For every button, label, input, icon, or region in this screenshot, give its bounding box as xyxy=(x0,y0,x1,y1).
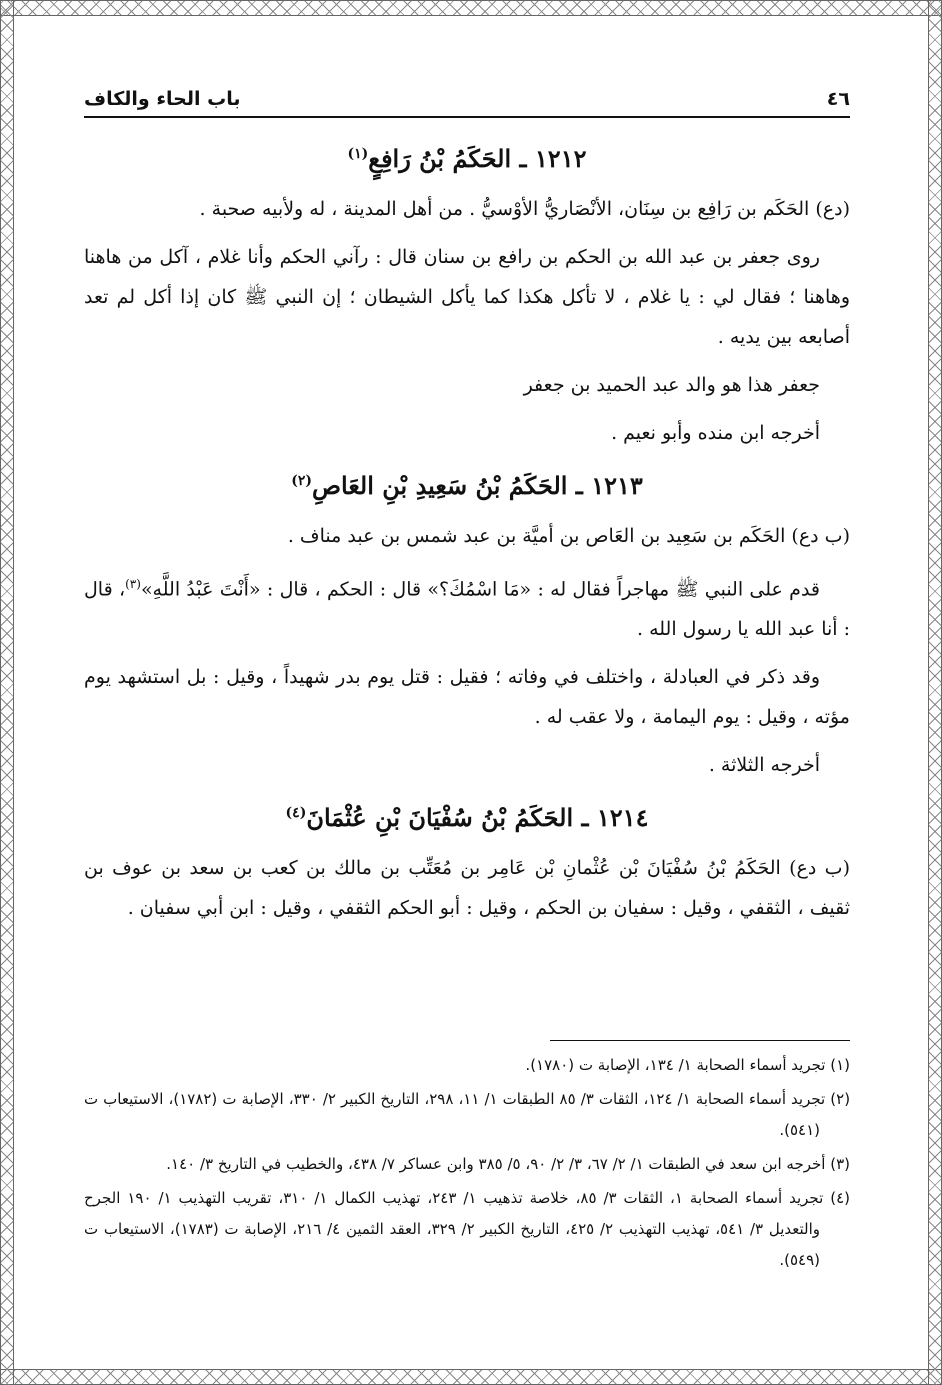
footnote-ref: (٤) xyxy=(285,805,307,822)
entry-title-1212 xyxy=(84,134,850,179)
footnotes xyxy=(84,1050,850,1279)
footnote: (٤) تجريد أسماء الصحابة ١، الثقات ٣/ ٨٥، خلاصة تذهيب ١/ ٢٤٣، تهذيب الكمال ١/ ٣١٠، تقريب التهذيب ١/ ١٩٠ الجرح والتعديل ٣/ ٥٤١، تهذيب التهذيب ٢/ ٤٢٥، التاريخ الكبير ٢/ ٣٢٩، العقد الثمين ٤/ ٢١٦، الإصابة ت (١٧٨٣)، الاستيعاب ت (٥٤٩). xyxy=(84,1189,850,1269)
decorative-border-top xyxy=(0,0,942,16)
page-number: ٤٦ xyxy=(826,88,850,110)
footnote: (٣) أخرجه ابن سعد في الطبقات ١/ ٢/ ٦٧، ٣/ ٢/ ٩٠، ٥/ ٣٨٥ وابن عساكر ٧/ ٤٣٨، والخطيب في التاريخ ٣/ ١٤٠. xyxy=(166,1155,850,1173)
entry-paragraph: (ب دع) الحَكَمُ بْنُ سُفْيَانَ بْن عُثْمانِ بْن عَامِر بن مُعَتِّب بن مالك بن كعب بن سعد بن عوف بن ثقيف ، الثقفي ، وقيل : سفيان بن الحكم ، وقيل : أبو الحكم الثقفي ، وقيل : ابن أبي سفيان . xyxy=(84,857,850,920)
paragraph-text: قدم على النبي ﷺ مهاجراً فقال له : «مَا اسْمُكَ؟» قال : الحكم ، قال : «أَنْتَ عَبْدُ اللَّهِ» xyxy=(140,578,820,601)
footnote-ref: (٢) xyxy=(291,473,313,489)
decorative-border-bottom xyxy=(0,1369,942,1385)
entry-paragraph: وقد ذكر في العبادلة ، واختلف في وفاته ؛ فقيل : قتل يوم بدر شهيداً ، وقيل : بل استشهد يوم مؤته ، وقيل : يوم اليمامة ، ولا عقب له . xyxy=(84,666,850,729)
main-content xyxy=(84,134,850,936)
entry-paragraph: روى جعفر بن عبد الله بن الحكم بن رافع بن سنان قال : رآني الحكم وأنا غلام ، آكل من هاهنا وهاهنا ؛ فقال لي : يا غلام ، لا تأكل هكذا كما يأكل الشيطان ؛ إن النبي ﷺ كان إذا أكل لم تعد أصابعه بين يديه . xyxy=(84,246,850,348)
entry-paragraph xyxy=(84,564,850,649)
entry-title-1213 xyxy=(84,461,850,506)
footnote-divider xyxy=(550,1040,850,1041)
decorative-border-left xyxy=(0,0,14,1385)
entry-title-text: ١٢١٤ ـ الحَكَمُ بْنُ سُفْيَانَ بْنِ عُثْمَانَ xyxy=(306,803,649,833)
entry-paragraph: (دع) الحَكَم بن رَافِع بن سِنَان، الأنْصَاريُّ الأوْسيُّ . من أهل المدينة ، له ولأبيه صحبة . xyxy=(199,198,850,220)
entry-paragraph: أخرجه الثلاثة . xyxy=(708,754,820,777)
entry-title-1214 xyxy=(84,793,850,838)
entry-title-text: ١٢١٢ ـ الحَكَمُ بْنُ رَافِعٍ xyxy=(368,144,587,173)
footnote-ref: (٣) xyxy=(125,577,141,591)
paragraph-text: ، قال : أنا عبد الله يا رسول الله . xyxy=(84,578,850,641)
entry-paragraph: جعفر هذا هو والد عبد الحميد بن جعفر xyxy=(523,374,820,396)
footnote: (٢) تجريد أسماء الصحابة ١/ ١٢٤، الثقات ٣/ ٨٥ الطبقات ١/ ١١، ٢٩٨، التاريخ الكبير ٢/ ٣٣٠، الإصابة ت (١٧٨٢)، الاستيعاب ت (٥٤١). xyxy=(84,1090,851,1139)
running-title: باب الحاء والكاف xyxy=(84,88,241,110)
page-header xyxy=(84,86,850,118)
entry-paragraph: أخرجه ابن منده وأبو نعيم . xyxy=(611,422,820,444)
footnote-ref: (١) xyxy=(347,146,369,162)
footnote: (١) تجريد أسماء الصحابة ١/ ١٣٤، الإصابة ت (١٧٨٠). xyxy=(525,1056,850,1074)
decorative-border-right xyxy=(928,0,942,1385)
entry-paragraph: (ب دع) الحَكَم بن سَعِيد بن العَاص بن أميَّة بن عبد شمس بن عبد مناف . xyxy=(287,525,850,547)
entry-title-text: ١٢١٣ ـ الحَكَمُ بْنُ سَعِيدِ بْنِ العَاصِ xyxy=(312,471,643,500)
